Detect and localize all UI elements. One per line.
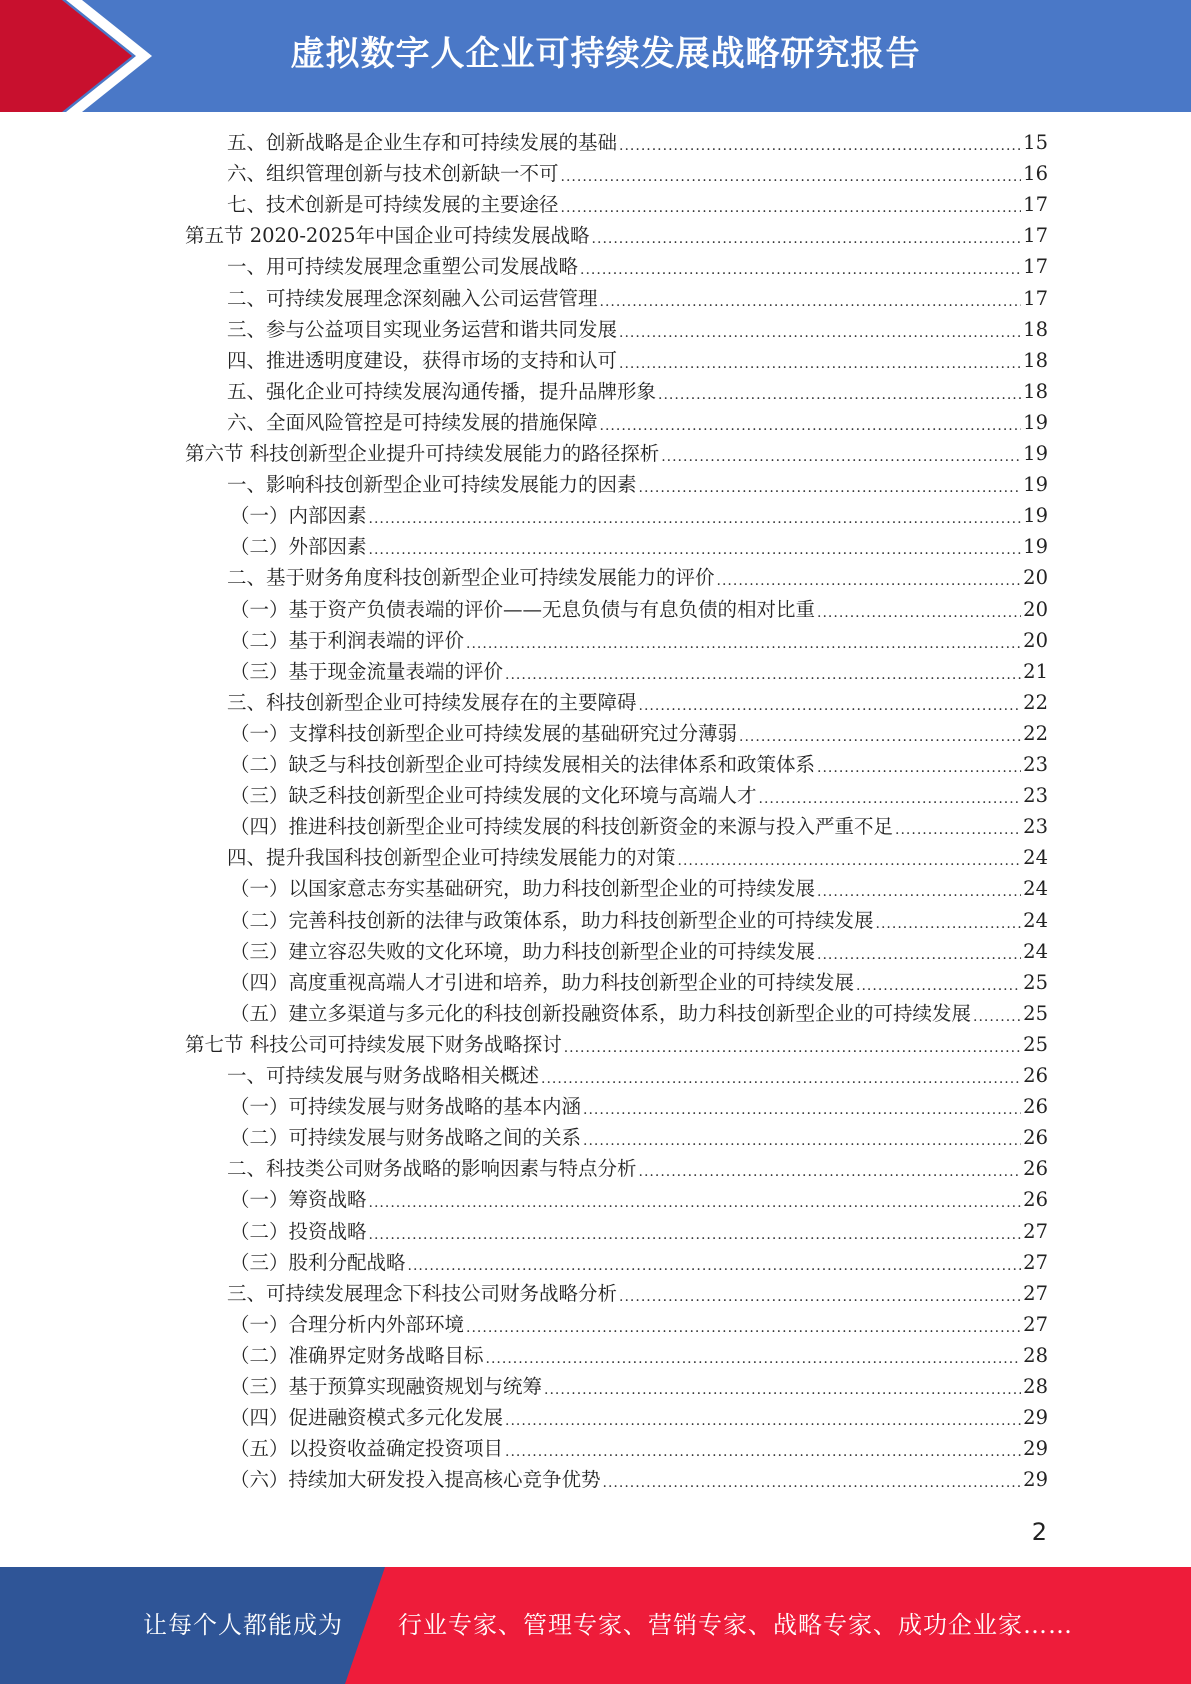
toc-entry[interactable] <box>230 1216 1048 1247</box>
toc-entry-title: （一）基于资产负债表端的评价——无息负债与有息负债的相对比重 <box>230 597 816 621</box>
toc-entry-title: 四、推进透明度建设，获得市场的支持和认可 <box>227 348 618 372</box>
toc-entry-page: 28 <box>1023 1375 1048 1398</box>
toc-entry-page: 29 <box>1023 1406 1048 1430</box>
toc-entry[interactable] <box>227 158 1048 189</box>
toc-entry-page: 19 <box>1023 535 1048 559</box>
toc-entry-page: 20 <box>1023 597 1048 621</box>
toc-entry[interactable] <box>230 594 1048 625</box>
toc-entry-title: （三）缺乏科技创新型企业可持续发展的文化环境与高端人才 <box>230 784 757 808</box>
toc-entry-title: 三、科技创新型企业可持续发展存在的主要障碍 <box>227 690 637 714</box>
toc-entry-title: 一、可持续发展与财务战略相关概述 <box>227 1064 540 1087</box>
toc-entry-page: 17 <box>1023 193 1048 217</box>
toc-entry[interactable] <box>230 656 1048 687</box>
toc-entry[interactable] <box>230 873 1048 904</box>
toc-dot-leader <box>619 321 1021 345</box>
toc-dot-leader <box>817 943 1021 967</box>
toc-entry[interactable] <box>230 936 1048 967</box>
toc-entry-title: 一、用可持续发展理念重塑公司发展战略 <box>227 255 579 279</box>
toc-dot-leader <box>817 601 1021 625</box>
toc-entry-page: 28 <box>1023 1343 1048 1367</box>
toc-entry-title: （一）支撑科技创新型企业可持续发展的基础研究过分薄弱 <box>230 721 738 745</box>
toc-dot-leader <box>856 974 1021 998</box>
toc-entry-title: （二）可持续发展与财务战略之间的关系 <box>230 1126 582 1150</box>
toc-entry-page: 17 <box>1023 224 1048 248</box>
toc-entry-title: （二）外部因素 <box>230 535 367 559</box>
toc-entry[interactable] <box>185 438 1048 469</box>
toc-dot-leader <box>817 756 1021 780</box>
toc-dot-leader <box>619 134 1021 158</box>
page-header <box>0 0 1191 112</box>
toc-dot-leader <box>592 227 1022 251</box>
toc-dot-leader <box>817 880 1021 904</box>
toc-entry[interactable] <box>230 1402 1048 1433</box>
toc-entry-title: （一）合理分析内外部环境 <box>230 1312 465 1336</box>
toc-entry-title: 第六节 科技创新型企业提升可持续发展能力的路径探析 <box>185 442 660 465</box>
toc-entry[interactable] <box>227 251 1048 282</box>
toc-dot-leader <box>619 352 1021 376</box>
toc-entry-page: 25 <box>1023 1001 1048 1025</box>
toc-entry[interactable] <box>230 1464 1048 1495</box>
toc-entry[interactable] <box>230 1371 1048 1402</box>
toc-entry-title: （一）内部因素 <box>230 504 367 528</box>
toc-entry-page: 25 <box>1023 970 1048 994</box>
toc-entry-page: 29 <box>1023 1468 1048 1492</box>
toc-entry[interactable] <box>227 687 1048 718</box>
toc-dot-leader <box>541 1067 1021 1091</box>
toc-entry-title: （四）推进科技创新型企业可持续发展的科技创新资金的来源与投入严重不足 <box>230 815 894 839</box>
toc-dot-leader <box>561 196 1022 220</box>
toc-dot-leader <box>895 818 1021 842</box>
toc-entry-page: 24 <box>1023 939 1048 963</box>
toc-dot-leader <box>600 290 1022 314</box>
toc-entry[interactable] <box>230 780 1048 811</box>
toc-entry[interactable] <box>230 1340 1048 1371</box>
footer-slogan-right: 行业专家、管理专家、营销专家、战略专家、成功企业家…… <box>398 1611 1073 1639</box>
toc-dot-leader <box>583 1129 1021 1153</box>
toc-entry[interactable] <box>227 345 1048 376</box>
toc-entry-title: 五、创新战略是企业生存和可持续发展的基础 <box>227 131 618 154</box>
toc-entry[interactable] <box>230 749 1048 780</box>
toc-dot-leader <box>580 258 1021 282</box>
toc-dot-leader <box>369 1223 1022 1247</box>
toc-entry-title: （二）基于利润表端的评价 <box>230 628 465 652</box>
toc-entry[interactable] <box>227 1060 1048 1091</box>
toc-entry[interactable] <box>227 407 1048 438</box>
toc-dot-leader <box>973 1005 1021 1029</box>
toc-entry-page: 23 <box>1023 815 1048 839</box>
toc-entry-title: （一）以国家意志夯实基础研究，助力科技创新型企业的可持续发展 <box>230 877 816 901</box>
toc-entry-page: 27 <box>1023 1219 1048 1243</box>
toc-entry-title: （三）基于预算实现融资规划与统筹 <box>230 1375 543 1398</box>
toc-entry-page: 19 <box>1023 504 1048 528</box>
toc-entry-page: 27 <box>1023 1250 1048 1274</box>
toc-entry-title: 一、影响科技创新型企业可持续发展能力的因素 <box>227 473 637 497</box>
toc-entry[interactable] <box>230 1309 1048 1340</box>
toc-entry-page: 20 <box>1023 566 1048 590</box>
toc-entry[interactable] <box>230 531 1048 562</box>
toc-entry[interactable] <box>230 967 1048 998</box>
toc-dot-leader <box>564 1036 1021 1060</box>
toc-entry[interactable] <box>230 1184 1048 1215</box>
toc-dot-leader <box>759 787 1022 811</box>
toc-entry-title: 六、组织管理创新与技术创新缺一不可 <box>227 162 559 186</box>
toc-entry-page: 19 <box>1023 473 1048 497</box>
toc-entry-page: 19 <box>1023 442 1048 465</box>
toc-entry-title: 二、基于财务角度科技创新型企业可持续发展能力的评价 <box>227 566 715 590</box>
toc-entry[interactable] <box>227 1278 1048 1309</box>
toc-entry-title: （二）准确界定财务战略目标 <box>230 1343 484 1367</box>
toc-dot-leader <box>583 1098 1021 1122</box>
toc-entry-title: 三、参与公益项目实现业务运营和谐共同发展 <box>227 317 618 341</box>
toc-entry[interactable] <box>227 469 1048 500</box>
toc-entry-title: 第七节 科技公司可持续发展下财务战略探讨 <box>185 1032 562 1056</box>
toc-entry[interactable] <box>230 1247 1048 1278</box>
toc-entry[interactable] <box>227 314 1048 345</box>
toc-entry[interactable] <box>230 718 1048 749</box>
toc-entry-title: 五、强化企业可持续发展沟通传播，提升品牌形象 <box>227 379 657 403</box>
toc-entry-title: （六）持续加大研发投入提高核心竞争优势 <box>230 1468 601 1492</box>
toc-dot-leader <box>486 1347 1022 1371</box>
toc-entry-title: 七、技术创新是可持续发展的主要途径 <box>227 193 559 217</box>
toc-dot-leader <box>561 165 1022 189</box>
toc-entry[interactable] <box>227 127 1048 158</box>
toc-entry[interactable] <box>230 905 1048 936</box>
toc-entry[interactable] <box>227 283 1048 314</box>
toc-entry-title: （三）建立容忍失败的文化环境，助力科技创新型企业的可持续发展 <box>230 939 816 963</box>
toc-dot-leader <box>658 383 1021 407</box>
toc-entry-page: 16 <box>1023 162 1048 186</box>
toc-dot-leader <box>639 694 1022 718</box>
toc-entry[interactable] <box>230 811 1048 842</box>
toc-dot-leader <box>544 1378 1021 1402</box>
toc-entry-title: （一）筹资战略 <box>230 1188 367 1212</box>
toc-dot-leader <box>876 912 1022 936</box>
toc-entry-page: 18 <box>1023 379 1048 403</box>
toc-entry-page: 24 <box>1023 846 1048 870</box>
toc-dot-leader <box>466 632 1021 656</box>
toc-entry-page: 27 <box>1023 1281 1048 1305</box>
toc-entry-title: （四）高度重视高端人才引进和培养，助力科技创新型企业的可持续发展 <box>230 970 855 994</box>
toc-entry[interactable] <box>227 1153 1048 1184</box>
toc-dot-leader <box>369 1191 1022 1215</box>
toc-dot-leader <box>678 849 1022 873</box>
toc-entry[interactable] <box>230 625 1048 656</box>
toc-dot-leader <box>408 1254 1022 1278</box>
toc-entry-page: 20 <box>1023 628 1048 652</box>
toc-entry-title: （二）完善科技创新的法律与政策体系，助力科技创新型企业的可持续发展 <box>230 908 874 932</box>
toc-entry-page: 15 <box>1023 131 1048 154</box>
page-number: 2 <box>1031 1518 1047 1546</box>
toc-entry-page: 24 <box>1023 877 1048 901</box>
toc-entry[interactable] <box>185 1029 1048 1060</box>
toc-entry-title: （四）促进融资模式多元化发展 <box>230 1406 504 1430</box>
toc-entry-page: 26 <box>1023 1157 1048 1181</box>
toc-entry-page: 21 <box>1023 659 1048 683</box>
toc-entry-page: 23 <box>1023 753 1048 776</box>
toc-entry[interactable] <box>230 1091 1048 1122</box>
toc-entry-page: 18 <box>1023 317 1048 341</box>
toc-entry-title: 二、可持续发展理念深刻融入公司运营管理 <box>227 286 598 310</box>
toc-dot-leader <box>369 507 1022 531</box>
toc-entry-page: 22 <box>1023 690 1048 714</box>
toc-entry-title: 二、科技类公司财务战略的影响因素与特点分析 <box>227 1157 637 1181</box>
toc-dot-leader <box>466 1316 1021 1340</box>
toc-entry[interactable] <box>230 500 1048 531</box>
toc-entry[interactable] <box>230 1122 1048 1153</box>
toc-entry-page: 26 <box>1023 1095 1048 1119</box>
toc-entry-title: （五）以投资收益确定投资项目 <box>230 1437 504 1461</box>
toc-dot-leader <box>739 725 1021 749</box>
toc-dot-leader <box>505 663 1021 687</box>
toc-entry[interactable] <box>227 189 1048 220</box>
toc-entry-page: 25 <box>1023 1032 1048 1056</box>
toc-dot-leader <box>603 1471 1022 1495</box>
toc-entry-page: 22 <box>1023 721 1048 745</box>
toc-entry-page: 26 <box>1023 1064 1048 1087</box>
toc-entry-title: （二）投资战略 <box>230 1219 367 1243</box>
toc-dot-leader <box>505 1409 1021 1433</box>
toc-entry-page: 23 <box>1023 784 1048 808</box>
toc-entry-title: （三）股利分配战略 <box>230 1250 406 1274</box>
toc-entry-title: （三）基于现金流量表端的评价 <box>230 659 504 683</box>
toc-entry-title: 四、提升我国科技创新型企业可持续发展能力的对策 <box>227 846 676 870</box>
toc-entry[interactable] <box>185 220 1048 251</box>
report-title: 虚拟数字人企业可持续发展战略研究报告 <box>290 34 921 74</box>
toc-entry[interactable] <box>227 562 1048 593</box>
toc-entry-title: 六、全面风险管控是可持续发展的措施保障 <box>227 410 598 434</box>
footer-slogan-left: 让每个人都能成为 <box>143 1611 343 1639</box>
toc-entry-page: 26 <box>1023 1126 1048 1150</box>
toc-entry-page: 17 <box>1023 286 1048 310</box>
toc-entry[interactable] <box>227 842 1048 873</box>
toc-entry[interactable] <box>230 998 1048 1029</box>
toc-entry-page: 17 <box>1023 255 1048 279</box>
toc-dot-leader <box>639 476 1022 500</box>
toc-dot-leader <box>600 414 1022 438</box>
toc-dot-leader <box>369 538 1022 562</box>
toc-entry-title: （五）建立多渠道与多元化的科技创新投融资体系，助力科技创新型企业的可持续发展 <box>230 1001 972 1025</box>
toc-entry[interactable] <box>227 376 1048 407</box>
toc-dot-leader <box>619 1285 1021 1309</box>
toc-dot-leader <box>661 445 1021 469</box>
page-footer <box>0 1567 1191 1684</box>
toc-entry-title: （一）可持续发展与财务战略的基本内涵 <box>230 1095 582 1119</box>
toc-entry-page: 29 <box>1023 1437 1048 1461</box>
toc-entry-page: 19 <box>1023 410 1048 434</box>
toc-entry-page: 24 <box>1023 908 1048 932</box>
toc-entry-title: 第五节 2020-2025年中国企业可持续发展战略 <box>185 224 590 248</box>
toc-dot-leader <box>717 569 1022 593</box>
toc-entry-title: 三、可持续发展理念下科技公司财务战略分析 <box>227 1281 618 1305</box>
toc-entry[interactable] <box>230 1433 1048 1464</box>
toc-entry-page: 27 <box>1023 1312 1048 1336</box>
toc-dot-leader <box>505 1440 1021 1464</box>
toc-entry-page: 18 <box>1023 348 1048 372</box>
toc-entry-page: 26 <box>1023 1188 1048 1212</box>
toc-dot-leader <box>639 1160 1022 1184</box>
toc-entry-title: （二）缺乏与科技创新型企业可持续发展相关的法律体系和政策体系 <box>230 753 816 776</box>
